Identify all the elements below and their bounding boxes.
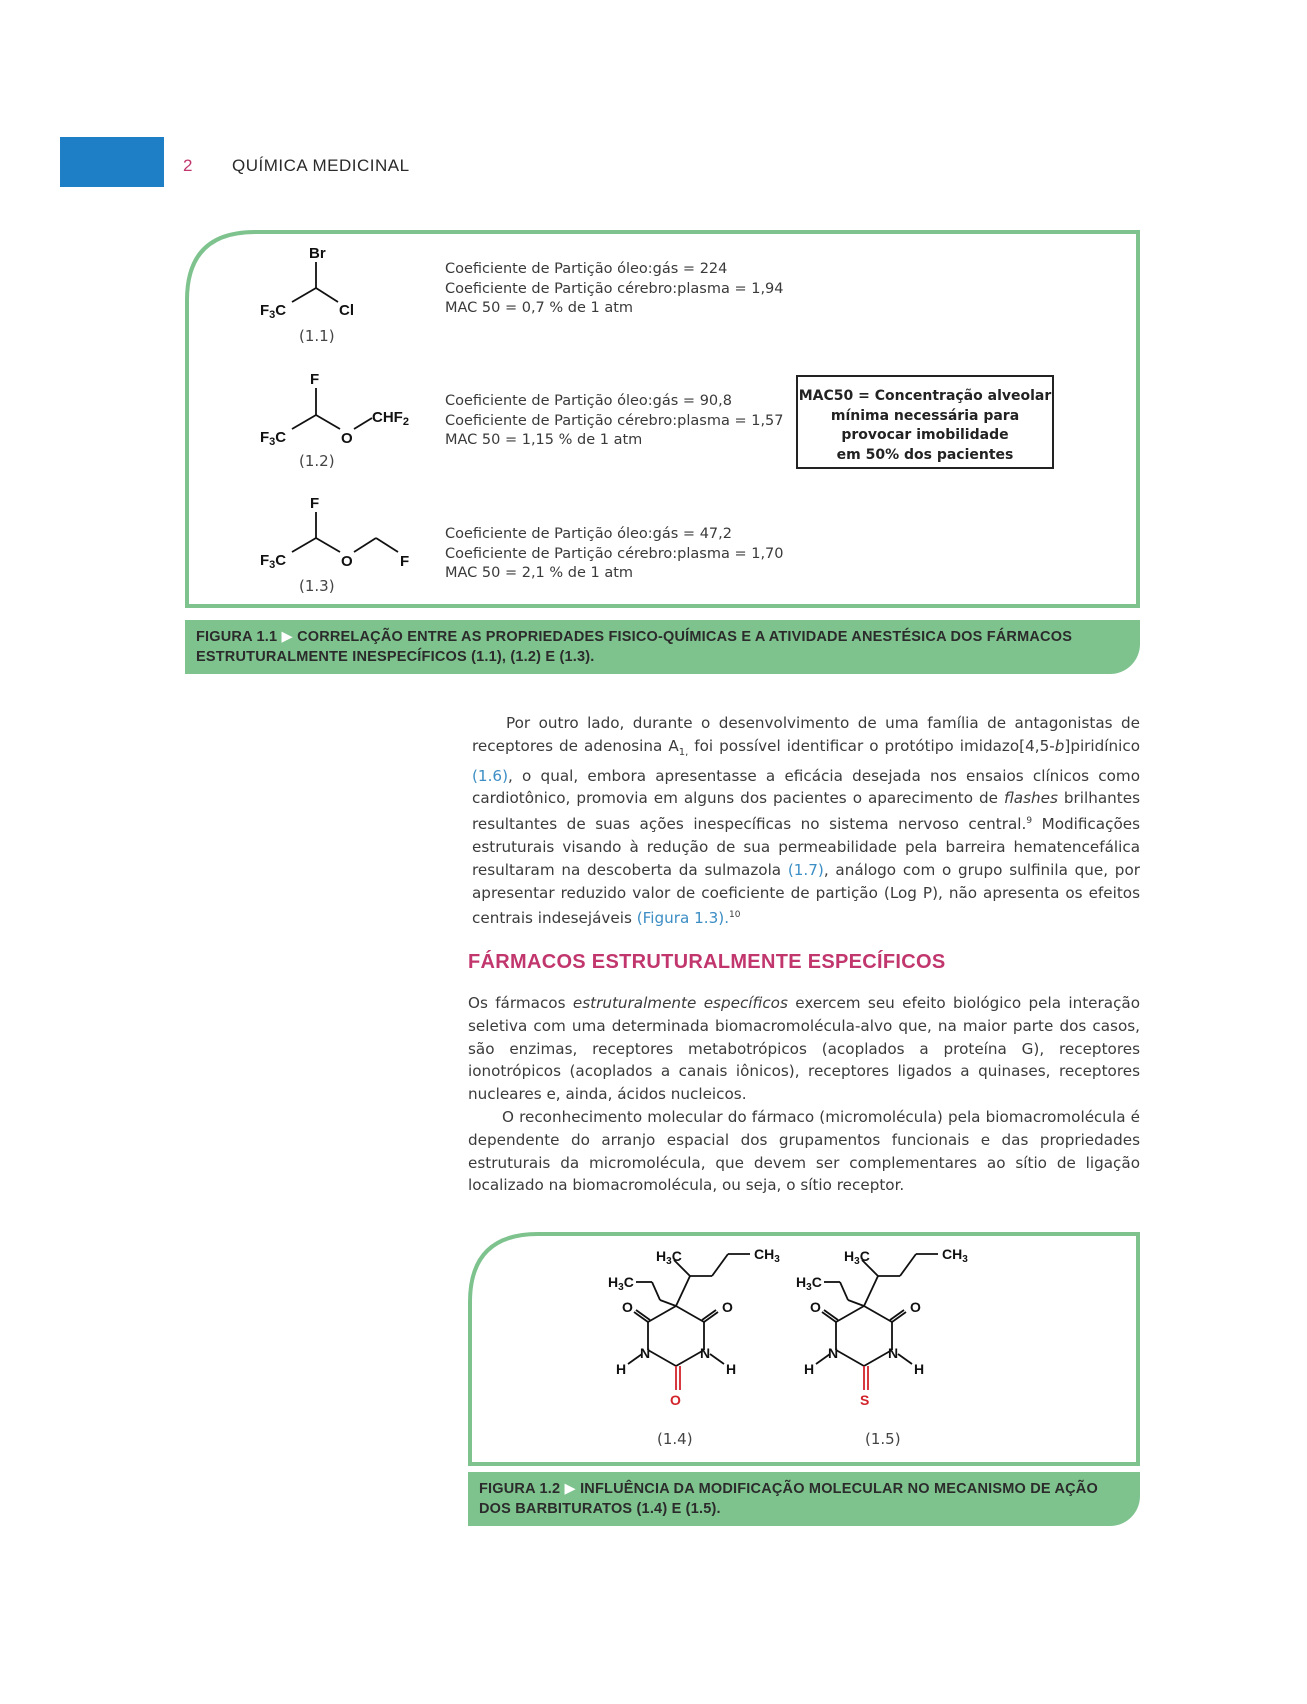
svg-text:F: F [310, 371, 320, 388]
svg-text:O: O [910, 1299, 921, 1315]
text-run: ]piridínico [1064, 736, 1140, 755]
svg-text:O: O [810, 1299, 821, 1315]
svg-text:N: N [828, 1345, 839, 1361]
paragraph-specific-drugs [468, 992, 1140, 1197]
svg-text:O: O [341, 553, 353, 570]
svg-text:H3C: $H_3C$ [844, 1248, 870, 1267]
text-run: exercem seu efeito biológico pela interação seletiva com uma determinada biomacromolécula-alvo que, na maior parte dos casos, são enzimas, receptores metabotrópicos (acoplados a proteína G), receptores ionotrópicos (acoplados a canais iônicos), receptores ligados a quinases, receptores nucleares e, ainda, ácidos nucleicos. [468, 994, 1141, 1104]
svg-text:O: O [622, 1299, 633, 1315]
text-run: Modificações estruturais visando à redução de sua permeabilidade pela barreira hematencefálica resultaram na descoberta da sulmazola [472, 815, 1140, 879]
svg-text:H: H [726, 1361, 737, 1377]
compound-label-1-5: (1.5) [865, 1430, 901, 1448]
text-run: foi possível identificar o protótipo imidazo[4,5- [688, 736, 1055, 755]
figure1-caption-text: CORRELAÇÃO ENTRE AS PROPRIEDADES FISICO-QUÍMICAS E A ATIVIDADE ANESTÉSICA DOS FÁRMACOS ESTRUTURALMENTE INESPECÍFICOS (1.1), (1.2) E (1.3). [196, 629, 1073, 665]
properties-1-1 [445, 260, 784, 319]
mac-box-line: mínima necessária para [830, 407, 1020, 424]
figure2-caption [468, 1472, 1140, 1526]
svg-text:F3C: $F_3C$ [260, 429, 287, 448]
properties-1-3 [445, 525, 784, 584]
mac-box-line: em 50% dos pacientes [836, 446, 1014, 463]
svg-text:H3C: $H_3C$ [608, 1274, 634, 1293]
structure-1-2 [260, 371, 409, 448]
partition-oil-gas: Coeficiente de Partição óleo:gás = 224 [445, 261, 728, 277]
compound-reference-link[interactable]: (1.6) [472, 766, 509, 785]
svg-text:O: O [722, 1299, 733, 1315]
italic-text: flashes [1004, 789, 1058, 808]
mac50-value: MAC 50 = 2,1 % de 1 atm [445, 565, 634, 581]
text-run: brilhantes resultantes de suas ações inespecíficas no sistema nervoso central. [472, 789, 1140, 834]
mac-box-line: provocar imobilidade [841, 427, 1009, 443]
figure1-caption-prefix: FIGURA 1.1 [196, 629, 278, 645]
figure-reference-link[interactable]: (Figura 1.3). [636, 909, 730, 928]
svg-text:H3C: $H_3C$ [796, 1274, 822, 1293]
svg-text:F: F [400, 553, 410, 570]
structure-1-1 [260, 245, 354, 321]
figure2-caption-prefix: FIGURA 1.2 [479, 1481, 561, 1497]
figure2-structures [590, 1240, 1060, 1425]
svg-text:Br: Br [309, 245, 326, 262]
svg-text:F: F [310, 495, 320, 512]
text-run: Por outro lado, durante o desenvolvimento de uma família de antagonistas de receptores de adenosina A [472, 714, 1140, 755]
header-color-block [60, 137, 164, 187]
compound-label-1-4: (1.4) [657, 1430, 693, 1448]
svg-text:CHF2: $CHF_2$ [372, 409, 409, 428]
structure-1-3 [260, 495, 409, 570]
footnote-ref: 10 [729, 910, 741, 921]
play-triangle-icon: ▶ [281, 629, 293, 645]
partition-oil-gas: Coeficiente de Partição óleo:gás = 90,8 [445, 393, 732, 409]
compound-reference-link[interactable]: (1.7) [787, 860, 824, 879]
compound-label-1-1: (1.1) [299, 327, 335, 345]
italic-text: estruturalmente específicos [572, 994, 788, 1012]
partition-brain-plasma: Coeficiente de Partição cérebro:plasma = 1,94 [445, 280, 784, 297]
mac50-value: MAC 50 = 0,7 % de 1 atm [445, 300, 634, 316]
text-run: , o qual, embora apresentasse a eficácia desejada nos ensaios clínicos como cardiotônico, promovia em alguns dos pacientes o aparecimento de [472, 766, 1140, 808]
page-number: 2 [183, 156, 193, 175]
svg-text:N: N [640, 1345, 651, 1361]
figure1-structures [250, 240, 430, 570]
compound-label-1-3: (1.3) [299, 577, 335, 595]
mac50-value: MAC 50 = 1,15 % de 1 atm [445, 432, 643, 448]
svg-text:H3C: $H_3C$ [656, 1248, 682, 1267]
mac-box-line: MAC50 = Concentração alveolar [798, 388, 1052, 404]
svg-text:N: N [888, 1345, 899, 1361]
svg-text:CH3: $CH_3$ [942, 1246, 968, 1265]
svg-text:F3C: $F_3C$ [260, 552, 287, 570]
italic-text: b [1054, 736, 1065, 755]
paragraph-adenosine [472, 712, 1140, 930]
properties-1-2 [445, 392, 784, 451]
text-run: , análogo com o grupo sulfinila que, por apresentar reduzido valor de coeficiente de partição (Log P), não apresenta os efeitos centrais indesejáveis [472, 860, 1140, 928]
compound-label-1-2: (1.2) [299, 452, 335, 470]
play-triangle-icon: ▶ [564, 1481, 576, 1497]
svg-text:CH3: $CH_3$ [754, 1246, 780, 1265]
partition-brain-plasma: Coeficiente de Partição cérebro:plasma = 1,70 [445, 545, 784, 562]
subscript: 1, [678, 746, 689, 758]
svg-text:O: O [341, 430, 353, 447]
partition-oil-gas: Coeficiente de Partição óleo:gás = 47,2 [445, 526, 732, 542]
footnote-ref: 9 [1026, 816, 1033, 827]
svg-text:S: S [860, 1392, 870, 1408]
svg-text:H: H [804, 1361, 815, 1377]
svg-text:N: N [700, 1345, 711, 1361]
paragraph-molecular-recognition: O reconhecimento molecular do fármaco (micromolécula) pela biomacromolécula é dependente do arranjo espacial dos grupamentos funcionais e das propriedades estruturais da micromolécula, que devem ser complementares ao sítio de ligação localizado na biomacromolécula, ou seja, o sítio receptor. [468, 1107, 1140, 1195]
mac50-definition-box [796, 375, 1054, 469]
text-run: Os fármacos [468, 994, 573, 1012]
svg-text:O: O [670, 1392, 681, 1408]
partition-brain-plasma: Coeficiente de Partição cérebro:plasma = 1,57 [445, 412, 784, 429]
structure-1-4 [608, 1246, 780, 1408]
svg-text:H: H [616, 1361, 627, 1377]
section-title: FÁRMACOS ESTRUTURALMENTE ESPECÍFICOS [468, 951, 946, 973]
figure2-caption-text: INFLUÊNCIA DA MODIFICAÇÃO MOLECULAR NO MECANISMO DE AÇÃO DOS BARBITURATOS (1.4) E (1.5). [479, 1481, 1098, 1517]
svg-text:H: H [914, 1361, 925, 1377]
svg-text:F3C: $F_3C$ [260, 302, 287, 321]
book-title: QUÍMICA MEDICINAL [232, 156, 410, 175]
figure1-caption [185, 620, 1140, 674]
svg-text:Cl: Cl [339, 302, 354, 319]
structure-1-5 [796, 1246, 968, 1408]
